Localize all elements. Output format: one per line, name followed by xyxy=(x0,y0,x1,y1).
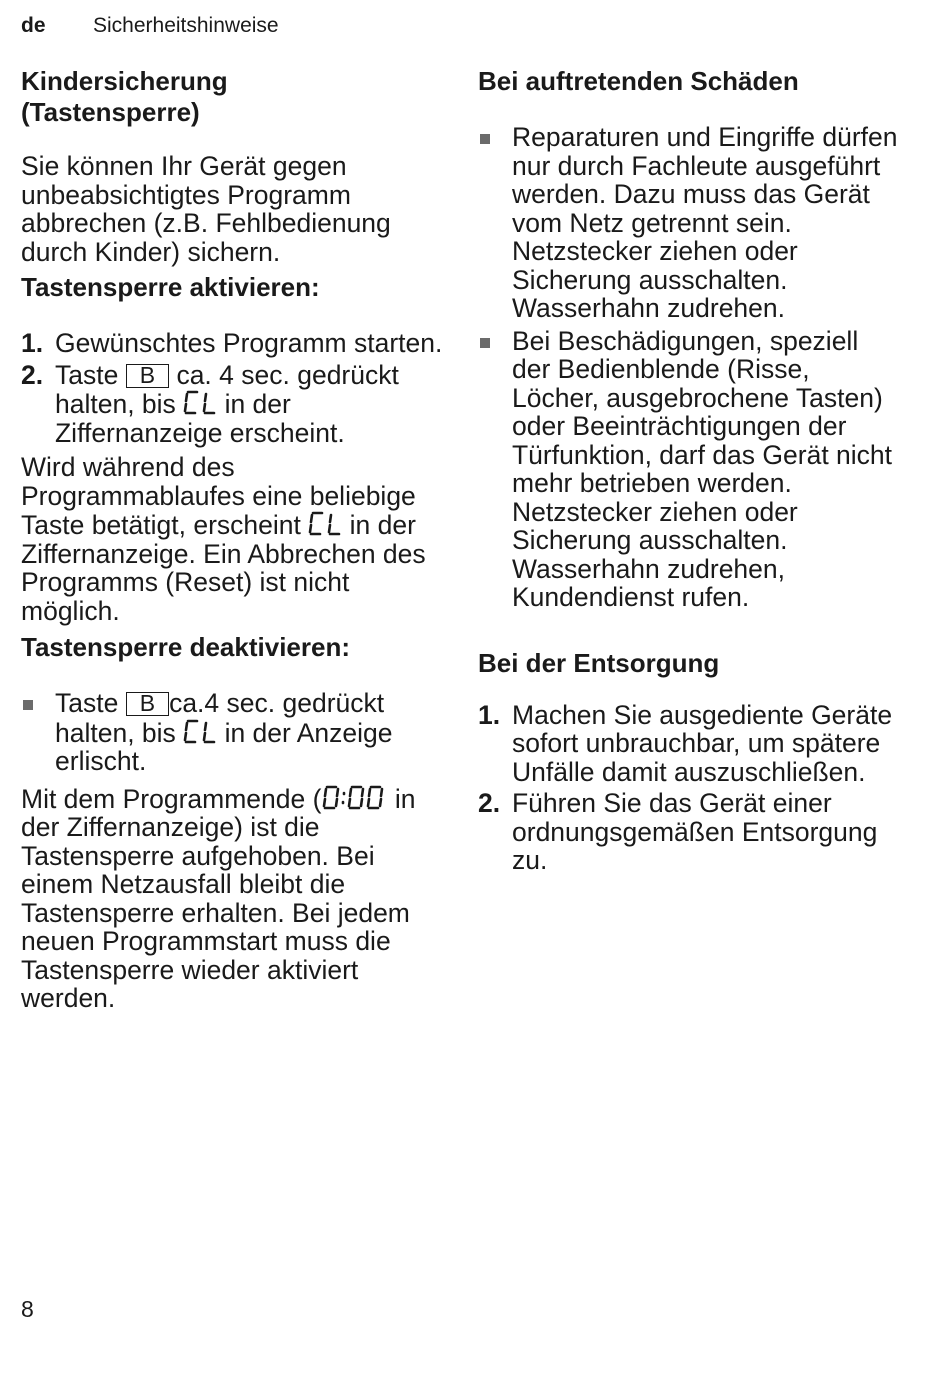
deactivate-steps xyxy=(21,689,451,776)
key-b-symbol: B xyxy=(126,692,169,716)
step-text: Führen Sie das Gerät einer ordnungsgemäßen Entsorgung zu. xyxy=(512,788,878,875)
cl-display-icon xyxy=(183,718,217,744)
list-item xyxy=(21,689,451,776)
key-b-symbol: B xyxy=(126,364,169,388)
list-item xyxy=(478,789,898,875)
disposal-heading: Bei der Entsorgung xyxy=(478,647,720,678)
list-item xyxy=(478,701,898,787)
step-number: 1. xyxy=(21,328,44,358)
bullet-square xyxy=(23,700,33,710)
damage-heading: Bei auftretenden Schäden xyxy=(478,66,799,96)
child-lock-heading: Kindersicherung (Tastensperre) xyxy=(21,66,228,127)
bullet-square xyxy=(480,134,490,144)
step-text-pre: Taste xyxy=(55,359,119,390)
cl-display-icon xyxy=(183,389,217,415)
deactivate-heading: Tastensperre deaktivieren: xyxy=(21,632,350,662)
list-item xyxy=(478,123,898,323)
end-text-post: in der Ziffernanzeige) ist die Tastensperre aufgehoben. Bei einem Netzausfall bleibt die Tastensperre erhalten. Bei jedem neuen Programmstart muss die Tastensperre wieder aktiviert werden. xyxy=(21,783,416,1013)
program-end-note xyxy=(21,784,451,1013)
child-lock-intro: Sie können Ihr Gerät gegen unbeabsichtigtes Programm abbrechen (z.B. Fehlbedienung durch Kinder) sichern. xyxy=(21,151,391,267)
step-text-mid: ca.4 sec. gedrückt halten, bis xyxy=(55,688,385,748)
activate-note xyxy=(21,453,451,625)
page-number: 8 xyxy=(21,1296,34,1322)
bullet-square xyxy=(480,338,490,348)
end-text-pre: Mit dem Programmende ( xyxy=(21,783,322,814)
list-item xyxy=(21,329,451,358)
note-text-post: in der Ziffernanzeige. Ein Abbrechen des Programms (Reset) ist nicht möglich. xyxy=(21,510,426,626)
section-title: Sicherheitshinweise xyxy=(93,14,279,37)
activate-heading: Tastensperre aktivieren: xyxy=(21,272,320,302)
damage-item-text: Bei Beschädigungen, speziell der Bedienblende (Risse, Löcher, ausgebrochene Tasten) oder Beeinträchtigungen der Türfunktion, darf das Gerät nicht mehr betrieben werden. Netzstecker ziehen oder Sicherung ausschalten. Wasserhahn zudrehen, Kundendienst rufen. xyxy=(512,325,893,612)
note-text-pre: Wird während des Programmablaufes eine beliebige Taste betätigt, erscheint xyxy=(21,452,416,540)
disposal-steps xyxy=(478,701,898,875)
zero-time-display-icon xyxy=(321,784,387,810)
step-text-pre: Taste xyxy=(55,688,119,718)
damage-item-text: Reparaturen und Eingriffe dürfen nur durch Fachleute ausgeführt werden. Dazu muss das Gerät vom Netz getrennt sein. Netzstecker ziehen oder Sicherung ausschalten. Wasserhahn zudrehen. xyxy=(512,122,898,323)
activate-steps xyxy=(21,329,451,447)
step-text: Machen Sie ausgediente Geräte sofort unbrauchbar, um spätere Unfälle damit auszuschließen. xyxy=(512,699,893,787)
list-item xyxy=(21,361,451,448)
left-column xyxy=(21,66,451,1013)
step-text-post: in der Ziffernanzeige erscheint. xyxy=(55,389,345,448)
step-text-mid: ca. 4 sec. gedrückt halten, bis xyxy=(55,359,399,419)
step-text-post: in der Anzeige erlischt. xyxy=(55,717,393,776)
damage-list xyxy=(478,123,898,612)
list-item xyxy=(478,327,898,612)
step-text: Gewünschtes Programm starten. xyxy=(55,328,443,358)
cl-display-icon xyxy=(308,510,342,536)
language-code: de xyxy=(21,14,46,37)
step-number: 1. xyxy=(478,699,501,730)
step-number: 2. xyxy=(478,788,501,818)
step-number: 2. xyxy=(21,359,44,390)
right-column xyxy=(478,66,898,875)
page-header xyxy=(21,14,279,38)
